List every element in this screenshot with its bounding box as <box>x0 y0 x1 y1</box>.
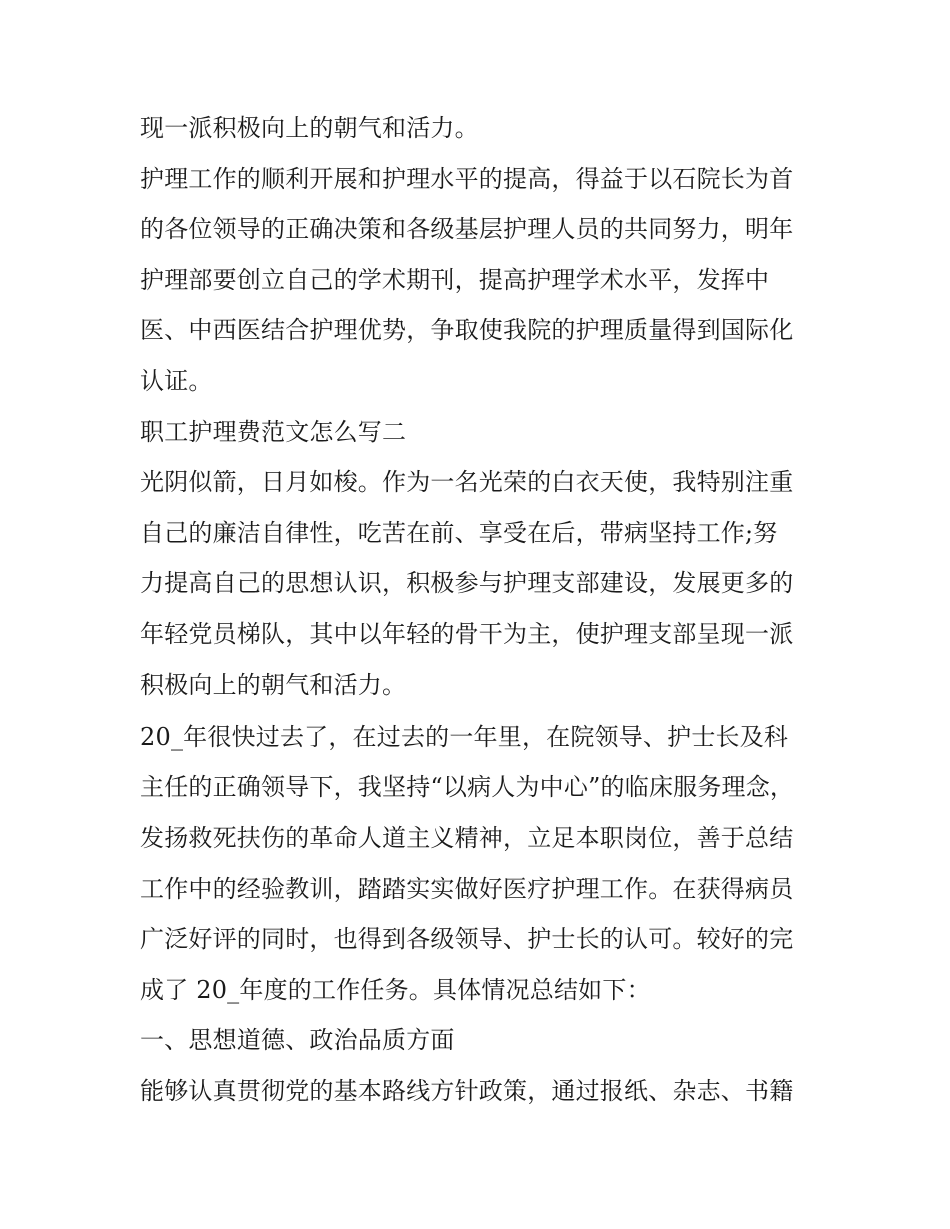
text-line: 能够认真贯彻党的基本路线方针政策，通过报纸、杂志、书籍 <box>140 1077 794 1105</box>
text-line: 认证。 <box>140 367 213 395</box>
text-line: 护理部要创立自己的学术期刊，提高护理学术水平，发挥中 <box>140 266 770 294</box>
text-line: 20_年很快过去了，在过去的一年里，在院领导、护士长及科 <box>140 723 789 751</box>
text-line: 力提高自己的思想认识，积极参与护理支部建设，发展更多的 <box>140 569 794 597</box>
text-line: 发扬救死扶伤的革命人道主义精神，立足本职岗位，善于总结 <box>140 824 794 852</box>
text-line: 年轻党员梯队，其中以年轻的骨干为主，使护理支部呈现一派 <box>140 620 794 648</box>
section-heading: 一、思想道德、政治品质方面 <box>140 1026 455 1054</box>
text-line: 医、中西医结合护理优势，争取使我院的护理质量得到国际化 <box>140 316 794 344</box>
text-line: 广泛好评的同时，也得到各级领导、护士长的认可。较好的完 <box>140 925 794 953</box>
text-line: 工作中的经验教训，踏踏实实做好医疗护理工作。在获得病员 <box>140 875 794 903</box>
text-line: 的各位领导的正确决策和各级基层护理人员的共同努力，明年 <box>140 215 794 243</box>
text-line: 护理工作的顺利开展和护理水平的提高，得益于以石院长为首 <box>140 165 794 193</box>
section-heading: 职工护理费范文怎么写二 <box>140 418 407 446</box>
text-line: 光阴似箭，日月如梭。作为一名光荣的白衣天使，我特别注重 <box>140 468 794 496</box>
text-line: 主任的正确领导下，我坚持“以病人为中心”的临床服务理念， <box>140 773 795 801</box>
text-line: 自己的廉洁自律性，吃苦在前、享受在后，带病坚持工作;努 <box>140 519 778 547</box>
text-line: 成了 20_年度的工作任务。具体情况总结如下： <box>140 976 651 1004</box>
text-line: 积极向上的朝气和活力。 <box>140 671 407 699</box>
text-line: 现一派积极向上的朝气和活力。 <box>140 114 479 142</box>
